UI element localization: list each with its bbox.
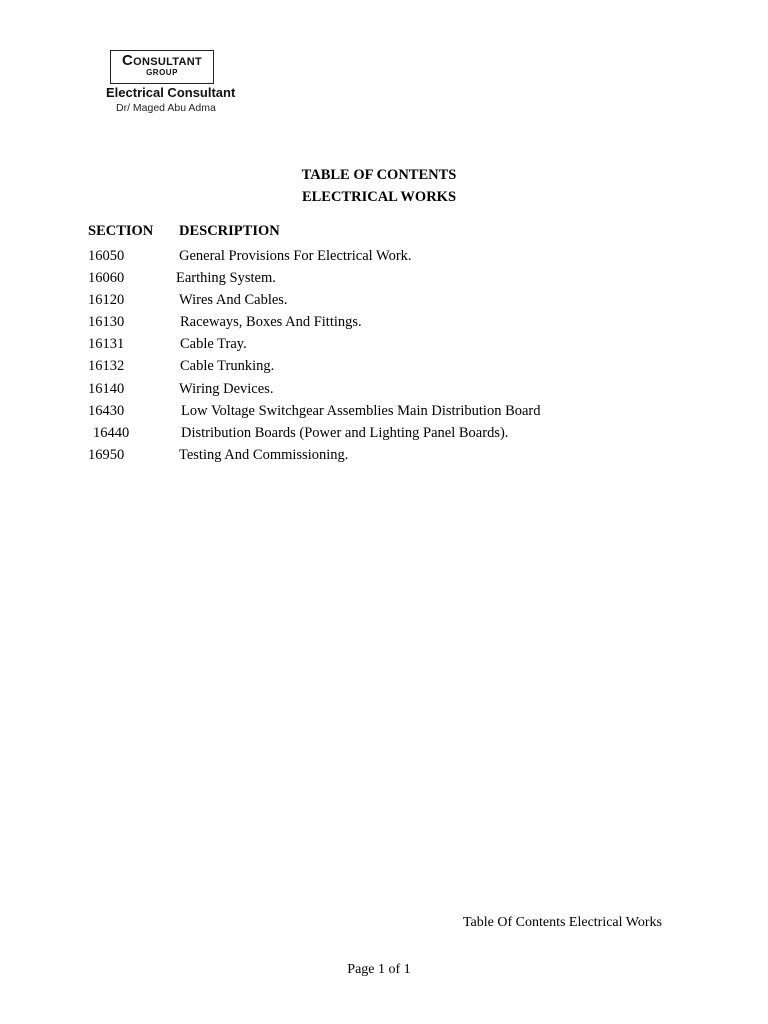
section-number: 16140 xyxy=(88,380,125,397)
toc-row xyxy=(88,248,688,270)
section-description: Testing And Commissioning. xyxy=(179,446,349,463)
section-number: 16130 xyxy=(88,314,125,331)
page-number: Page 1 of 1 xyxy=(347,962,411,977)
section-number: 16131 xyxy=(88,336,125,353)
logo-box xyxy=(110,50,214,84)
toc-row xyxy=(88,447,688,469)
section-number: 16050 xyxy=(88,248,125,264)
section-number: 16950 xyxy=(88,446,125,463)
section-description: Wires And Cables. xyxy=(179,292,288,309)
toc-row xyxy=(88,336,688,358)
toc-row xyxy=(88,403,688,425)
toc-row xyxy=(88,381,688,403)
section-description: Cable Trunking. xyxy=(180,358,275,375)
document-subtitle: ELECTRICAL WORKS xyxy=(301,189,457,205)
toc-list xyxy=(88,248,688,469)
section-number: 16430 xyxy=(88,402,125,419)
toc-row xyxy=(88,314,688,336)
section-description: Earthing System. xyxy=(176,270,276,287)
toc-row xyxy=(88,358,688,380)
section-column-header: SECTION xyxy=(88,223,154,239)
logo-company-name: Consultant xyxy=(121,52,203,69)
section-description: Cable Tray. xyxy=(180,336,247,353)
section-number: 16132 xyxy=(88,358,125,375)
logo-author: Dr/ Maged Abu Adma xyxy=(116,102,216,114)
section-description: General Provisions For Electrical Work. xyxy=(179,248,412,264)
section-description: Raceways, Boxes And Fittings. xyxy=(180,314,362,331)
description-column-header: DESCRIPTION xyxy=(179,223,280,239)
section-description: Wiring Devices. xyxy=(179,380,274,397)
section-number: 16120 xyxy=(88,292,125,309)
document-title: TABLE OF CONTENTS xyxy=(301,167,457,183)
toc-row xyxy=(88,270,688,292)
toc-row xyxy=(88,292,688,314)
toc-row xyxy=(88,425,688,447)
section-description: Distribution Boards (Power and Lighting Panel Boards). xyxy=(181,424,509,441)
logo-subtitle: Electrical Consultant xyxy=(106,85,236,100)
section-number: 16440 xyxy=(93,424,130,441)
section-number: 16060 xyxy=(88,270,125,287)
logo-group-label: GROUP xyxy=(146,68,178,77)
footer-document-title: Table Of Contents Electrical Works xyxy=(462,915,662,930)
section-description: Low Voltage Switchgear Assemblies Main Distribution Board xyxy=(181,402,541,419)
